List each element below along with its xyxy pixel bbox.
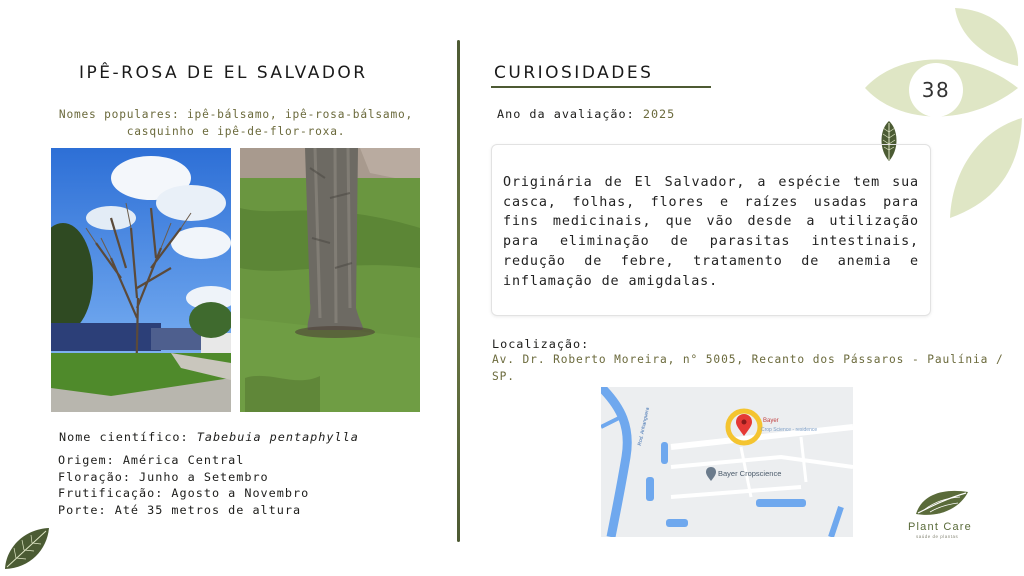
popular-names-line-1: Nomes populares: ipê-bálsamo, ipê-rosa-bálsamo, xyxy=(58,108,414,121)
plant-care-leaf-icon xyxy=(914,488,970,518)
location-address: Av. Dr. Roberto Moreira, n° 5005, Recanto dos Pássaros - Paulínia / SP. xyxy=(492,353,1004,383)
flowering: Floração: Junho a Setembro xyxy=(58,469,269,484)
plant-care-logo xyxy=(902,488,982,548)
curiosities-title: CURIOSIDADES xyxy=(494,63,654,83)
map-road-label: Rod. Anhanguera xyxy=(637,406,651,447)
map-pin-label-2: Crop Science - residence xyxy=(761,427,818,433)
evaluation-year xyxy=(497,106,675,123)
evaluation-year-value: 2025 xyxy=(642,107,676,121)
curiosity-text: Originária de El Salvador, a espécie tem sua casca, folhas, flores e raízes usadas para fins medicinais, que vão desde a utilização para eliminação de parasitas intestinais, redução de febre, tratamento de anemia e inflamação de amigdalas. xyxy=(503,175,919,289)
popular-names xyxy=(52,106,420,140)
fruiting: Frutificação: Agosto a Novembro xyxy=(58,486,310,500)
location-label: Localização: xyxy=(492,337,590,351)
tree-photo xyxy=(51,148,231,412)
column-divider xyxy=(457,40,460,542)
origin: Origem: América Central xyxy=(58,453,245,467)
scientific-name: Tabebuia pentaphylla xyxy=(196,430,359,444)
brand-tagline: saúde de plantas xyxy=(916,534,959,539)
curiosity-card xyxy=(491,144,931,316)
brand-name: Plant Care xyxy=(908,521,972,533)
size: Porte: Até 35 metros de altura xyxy=(58,502,302,517)
trunk-photo xyxy=(240,148,420,412)
scientific-name-line xyxy=(59,429,359,446)
map-pin-label-1: Bayer xyxy=(763,418,779,424)
popular-names-line-2: casquinho e ipê-de-flor-roxa. xyxy=(126,125,346,138)
map-place-label: Bayer Cropscience xyxy=(718,469,782,478)
scientific-name-label: Nome científico: xyxy=(59,430,197,444)
title-underline xyxy=(491,86,711,88)
location-map[interactable] xyxy=(601,387,853,537)
page-number: 38 xyxy=(921,78,951,102)
page-number-badge xyxy=(909,63,963,117)
leaf-decoration-bottom-left xyxy=(2,526,52,572)
species-details xyxy=(58,452,309,518)
evaluation-year-label: Ano da avaliação: xyxy=(497,107,643,121)
species-title: IPÊ-ROSA DE EL SALVADOR xyxy=(79,63,368,83)
